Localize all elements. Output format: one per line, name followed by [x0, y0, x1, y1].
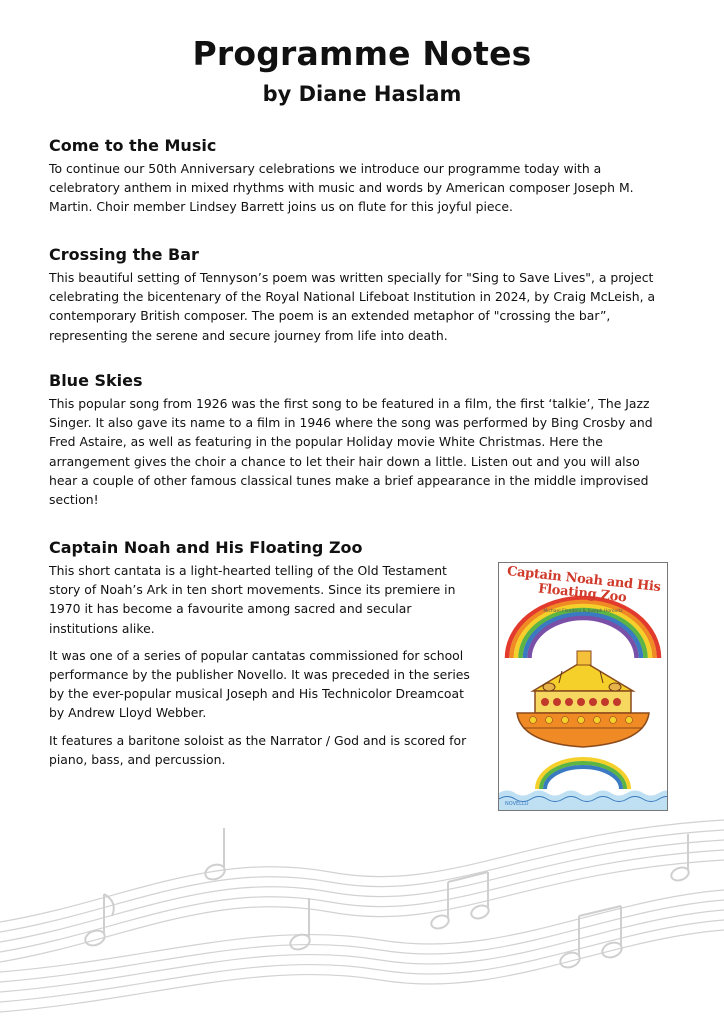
- section-heading: Blue Skies: [49, 371, 143, 390]
- cover-authors: Michael Flanders & Joseph Horovitz: [543, 609, 623, 614]
- section-come-to-the-music: [49, 136, 671, 217]
- cover-publisher: NOVELLO: [505, 801, 529, 807]
- section-heading: Come to the Music: [49, 136, 217, 155]
- section-heading: Captain Noah and His Floating Zoo: [49, 538, 363, 557]
- music-staff-decoration: [0, 810, 724, 1024]
- section-paragraph: This short cantata is a light-hearted telling of the Old Testament story of Noah’s Ark in ten short movements. Since its premiere in 1970 it has become a favourite among sacred and secular institutions alike.: [49, 563, 456, 636]
- section-paragraph: To continue our 50th Anniversary celebrations we introduce our programme today with a celebratory anthem in mixed rhythms with music and words by American composer Joseph M. Martin. Choir member Lindsey Barrett joins us on flute for this joyful piece.: [49, 161, 634, 215]
- page-title: Programme Notes: [192, 34, 532, 73]
- page-subtitle: by Diane Haslam: [262, 82, 462, 106]
- section-paragraph: It features a baritone soloist as the Narrator / God and is scored for piano, bass, and percussion.: [49, 732, 467, 767]
- section-crossing-the-bar: [49, 245, 671, 345]
- section-captain-noah: [49, 538, 474, 777]
- cantata-cover-image: [498, 562, 668, 811]
- cover-title: Captain Noah and His Floating Zoo: [506, 564, 662, 606]
- section-heading: Crossing the Bar: [49, 245, 199, 264]
- section-paragraph: It was one of a series of popular cantatas commissioned for school performance by the publisher Novello. It was preceded in the series by the ever-popular musical Joseph and His Technicolor Dreamcoat by Andrew Lloyd Webber.: [49, 647, 470, 721]
- section-paragraph: This popular song from 1926 was the first song to be featured in a film, the first ‘talkie’, The Jazz Singer. It also gave its name to a film in 1946 where the song was performed by Bing Crosby and Fred Astaire, as well as featuring in the popular Holiday movie White Christmas. Here the arrangement gives the choir a chance to let their hair down a little. Listen out and you will also hear a couple of other famous classical tunes make a brief appearance in the middle improvised section!: [49, 396, 653, 508]
- section-blue-skies: [49, 371, 671, 509]
- section-paragraph: This beautiful setting of Tennyson’s poem was written specially for "Sing to Save Lives", a project celebrating the bicentenary of the Royal National Lifeboat Institution in 2024, by Craig McLeish, a contemporary British composer. The poem is an extended metaphor of "crossing the bar”, representing the serene and secure journey from life into death.: [49, 270, 656, 343]
